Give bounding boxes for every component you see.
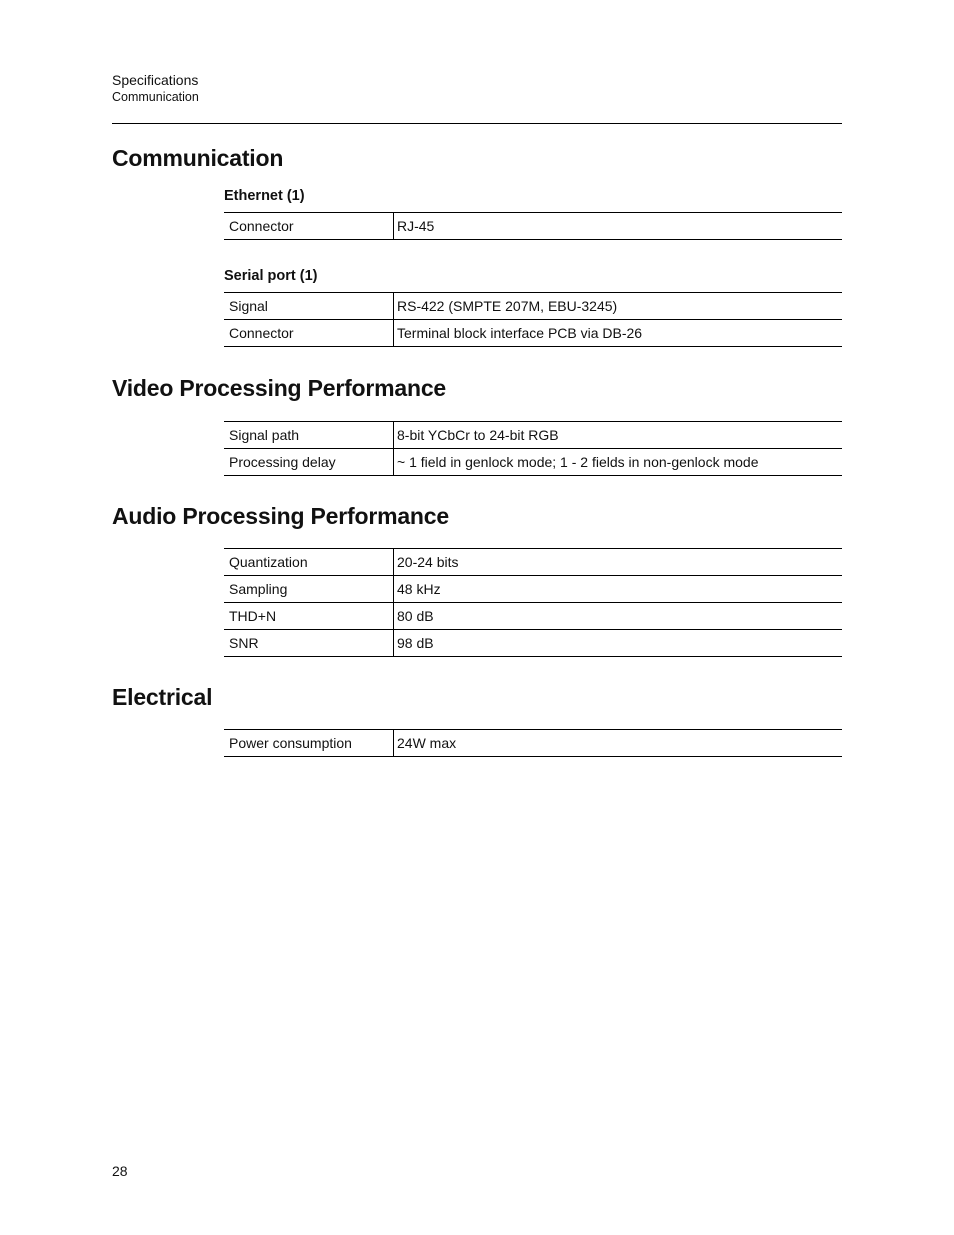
video-processing-table — [224, 421, 842, 476]
ethernet-subheading: Ethernet (1) — [224, 188, 305, 204]
spec-value: 8-bit YCbCr to 24-bit RGB — [394, 422, 843, 449]
video-processing-heading: Video Processing Performance — [112, 375, 446, 401]
spec-value: 80 dB — [394, 603, 843, 630]
header-section: Communication — [112, 90, 199, 104]
spec-value: 48 kHz — [394, 576, 843, 603]
spec-value: 20-24 bits — [394, 549, 843, 576]
spec-label: Signal path — [224, 422, 394, 449]
spec-label: THD+N — [224, 603, 394, 630]
page-number: 28 — [112, 1163, 128, 1179]
audio-processing-heading: Audio Processing Performance — [112, 503, 449, 529]
table-row — [224, 449, 842, 476]
serial-port-subheading: Serial port (1) — [224, 268, 318, 284]
running-header — [112, 71, 199, 106]
spec-label: Connector — [224, 320, 394, 347]
header-rule — [112, 123, 842, 124]
spec-label: Processing delay — [224, 449, 394, 476]
communication-heading: Communication — [112, 145, 284, 171]
spec-label: Sampling — [224, 576, 394, 603]
spec-value: 98 dB — [394, 630, 843, 657]
table-row — [224, 576, 842, 603]
table-row — [224, 630, 842, 657]
audio-processing-table — [224, 548, 842, 657]
table-row — [224, 213, 842, 240]
spec-label: Connector — [224, 213, 394, 240]
spec-value: 24W max — [394, 730, 843, 757]
serial-port-table — [224, 292, 842, 347]
table-row — [224, 549, 842, 576]
electrical-heading: Electrical — [112, 684, 213, 710]
table-row — [224, 320, 842, 347]
spec-label: Signal — [224, 293, 394, 320]
spec-label: Power consumption — [224, 730, 394, 757]
spec-value: RJ-45 — [394, 213, 843, 240]
table-row — [224, 422, 842, 449]
table-row — [224, 293, 842, 320]
spec-value: RS-422 (SMPTE 207M, EBU-3245) — [394, 293, 843, 320]
spec-value: ~ 1 field in genlock mode; 1 - 2 fields in non-genlock mode — [394, 449, 843, 476]
electrical-table — [224, 729, 842, 757]
spec-label: Quantization — [224, 549, 394, 576]
spec-label: SNR — [224, 630, 394, 657]
table-row — [224, 730, 842, 757]
ethernet-table — [224, 212, 842, 240]
header-chapter: Specifications — [112, 72, 199, 88]
spec-value: Terminal block interface PCB via DB-26 — [394, 320, 843, 347]
table-row — [224, 603, 842, 630]
